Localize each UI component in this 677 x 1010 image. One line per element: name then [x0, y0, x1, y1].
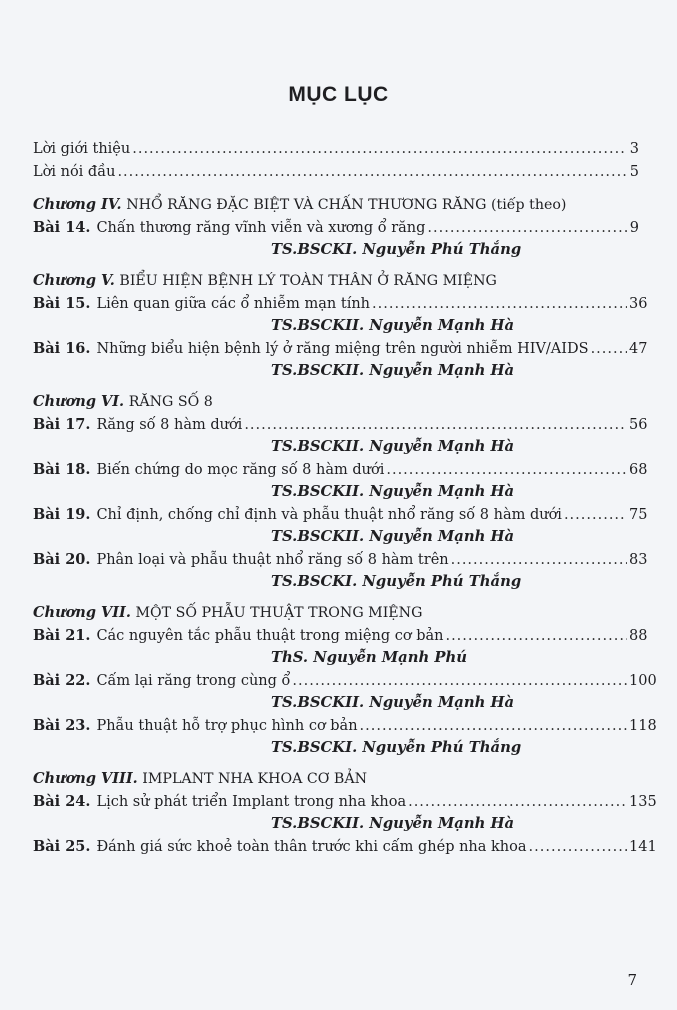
lesson-page: 68: [629, 462, 648, 478]
lesson-number: Bài 20.: [33, 551, 91, 568]
lesson-title: Những biểu hiện bệnh lý ở răng miệng trên người nhiễm HIV/AIDS: [96, 341, 589, 357]
entry-title: Lời giới thiệu: [33, 141, 131, 157]
chapter-title: NHỔ RĂNG ĐẶC BIỆT VÀ CHẤN THƯƠNG RĂNG (tiếp theo): [126, 197, 567, 213]
chapter-label: Chương V.: [33, 272, 115, 289]
toc-entry-lesson[interactable]: [33, 714, 657, 737]
dot-leader: [292, 670, 627, 693]
lesson-number: Bài 24.: [33, 793, 91, 810]
lesson-number: Bài 22.: [33, 672, 91, 689]
lesson-author: TS.BSCKII. Nguyễn Mạnh Hà: [271, 362, 515, 379]
lesson-number: Bài 16.: [33, 340, 91, 357]
lesson-author: TS.BSCKII. Nguyễn Mạnh Hà: [271, 528, 515, 545]
chapter-heading[interactable]: [33, 767, 639, 790]
table-of-contents: [33, 138, 657, 858]
dot-leader: [427, 217, 627, 240]
chapter-title: BIỂU HIỆN BỆNH LÝ TOÀN THÂN Ở RĂNG MIỆNG: [119, 273, 497, 289]
toc-entry-introduction[interactable]: [33, 138, 639, 161]
lesson-number: Bài 21.: [33, 627, 91, 644]
entry-title: Lời nói đầu: [33, 164, 116, 180]
lesson-page: 9: [629, 220, 639, 236]
chapter-label: Chương VII.: [33, 604, 131, 621]
dot-leader: [451, 549, 627, 572]
dot-leader: [408, 791, 627, 814]
chapter-heading[interactable]: [33, 390, 639, 413]
lesson-author: TS.BSCKII. Nguyễn Mạnh Hà: [271, 694, 515, 711]
lesson-page: 36: [629, 296, 648, 312]
lesson-title: Phẫu thuật hỗ trợ phục hình cơ bản: [96, 718, 358, 734]
chapter-list: [33, 193, 657, 858]
lesson-title: Cấm lại răng trong cùng ổ: [96, 673, 291, 689]
chapter-title: RĂNG SỐ 8: [128, 394, 213, 410]
dot-leader: [244, 414, 627, 437]
lesson-page: 100: [629, 673, 657, 689]
lesson-title: Liên quan giữa các ổ nhiễm mạn tính: [96, 296, 371, 312]
chapter-heading[interactable]: [33, 193, 639, 216]
toc-entry-lesson[interactable]: [33, 216, 639, 239]
chapter-title: MỘT SỐ PHẪU THUẬT TRONG MIỆNG: [135, 605, 423, 621]
lesson-title: Phân loại và phẫu thuật nhổ răng số 8 hàm trên: [96, 552, 449, 568]
toc-entry-lesson[interactable]: [33, 413, 648, 436]
lesson-page: 47: [629, 341, 648, 357]
toc-entry-lesson[interactable]: [33, 503, 648, 526]
dot-leader: [386, 459, 627, 482]
lesson-title: Biến chứng do mọc răng số 8 hàm dưới: [96, 462, 385, 478]
lesson-number: Bài 17.: [33, 416, 91, 433]
chapter-label: Chương VIII.: [33, 770, 138, 787]
toc-entry-lesson[interactable]: [33, 292, 648, 315]
lesson-title: Lịch sử phát triển Implant trong nha khoa: [96, 794, 407, 810]
lesson-page: 118: [629, 718, 657, 734]
lesson-number: Bài 14.: [33, 219, 91, 236]
dot-leader: [591, 338, 627, 361]
chapter-heading[interactable]: [33, 269, 639, 292]
lesson-page: 83: [629, 552, 648, 568]
toc-entry-lesson[interactable]: [33, 458, 648, 481]
lesson-author: TS.BSCKII. Nguyễn Mạnh Hà: [271, 438, 515, 455]
lesson-title: Răng số 8 hàm dưới: [96, 417, 243, 433]
lesson-author: TS.BSCKI. Nguyễn Phú Thắng: [271, 241, 522, 258]
toc-entry-lesson[interactable]: [33, 790, 657, 813]
toc-entry-preface[interactable]: [33, 161, 639, 184]
toc-entry-lesson[interactable]: [33, 669, 657, 692]
lesson-title: Các nguyên tắc phẫu thuật trong miệng cơ bản: [96, 628, 444, 644]
lesson-title: Chỉ định, chống chỉ định và phẫu thuật nhổ răng số 8 hàm dưới: [96, 507, 562, 523]
lesson-author: ThS. Nguyễn Mạnh Phú: [271, 649, 468, 666]
page-number: 7: [627, 971, 637, 989]
lesson-number: Bài 15.: [33, 295, 91, 312]
toc-entry-lesson[interactable]: [33, 337, 648, 360]
chapter-heading[interactable]: [33, 601, 639, 624]
dot-leader: [132, 138, 627, 161]
dot-leader: [529, 836, 627, 859]
chapter-title: IMPLANT NHA KHOA CƠ BẢN: [142, 771, 367, 787]
lesson-number: Bài 18.: [33, 461, 91, 478]
lesson-title: Đánh giá sức khoẻ toàn thân trước khi cấm ghép nha khoa: [96, 839, 527, 855]
lesson-author: TS.BSCKI. Nguyễn Phú Thắng: [271, 739, 522, 756]
entry-page: 3: [629, 141, 639, 157]
lesson-page: 88: [629, 628, 648, 644]
chapter-label: Chương VI.: [33, 393, 125, 410]
dot-leader: [445, 625, 627, 648]
lesson-title: Chấn thương răng vĩnh viễn và xương ổ răng: [96, 220, 426, 236]
toc-entry-lesson[interactable]: [33, 624, 648, 647]
lesson-number: Bài 25.: [33, 838, 91, 855]
dot-leader: [117, 161, 627, 184]
lesson-author: TS.BSCKI. Nguyễn Phú Thắng: [271, 573, 522, 590]
page-title: MỤC LỤC: [288, 83, 389, 106]
dot-leader: [372, 293, 627, 316]
lesson-page: 141: [629, 839, 657, 855]
toc-entry-lesson[interactable]: [33, 835, 657, 858]
lesson-number: Bài 23.: [33, 717, 91, 734]
chapter-label: Chương IV.: [33, 196, 122, 213]
dot-leader: [564, 504, 627, 527]
lesson-author: TS.BSCKII. Nguyễn Mạnh Hà: [271, 317, 515, 334]
dot-leader: [360, 715, 627, 738]
lesson-page: 75: [629, 507, 648, 523]
lesson-author: TS.BSCKII. Nguyễn Mạnh Hà: [271, 483, 515, 500]
toc-entry-lesson[interactable]: [33, 548, 648, 571]
lesson-page: 56: [629, 417, 648, 433]
lesson-author: TS.BSCKII. Nguyễn Mạnh Hà: [271, 815, 515, 832]
lesson-number: Bài 19.: [33, 506, 91, 523]
lesson-page: 135: [629, 794, 657, 810]
entry-page: 5: [629, 164, 639, 180]
